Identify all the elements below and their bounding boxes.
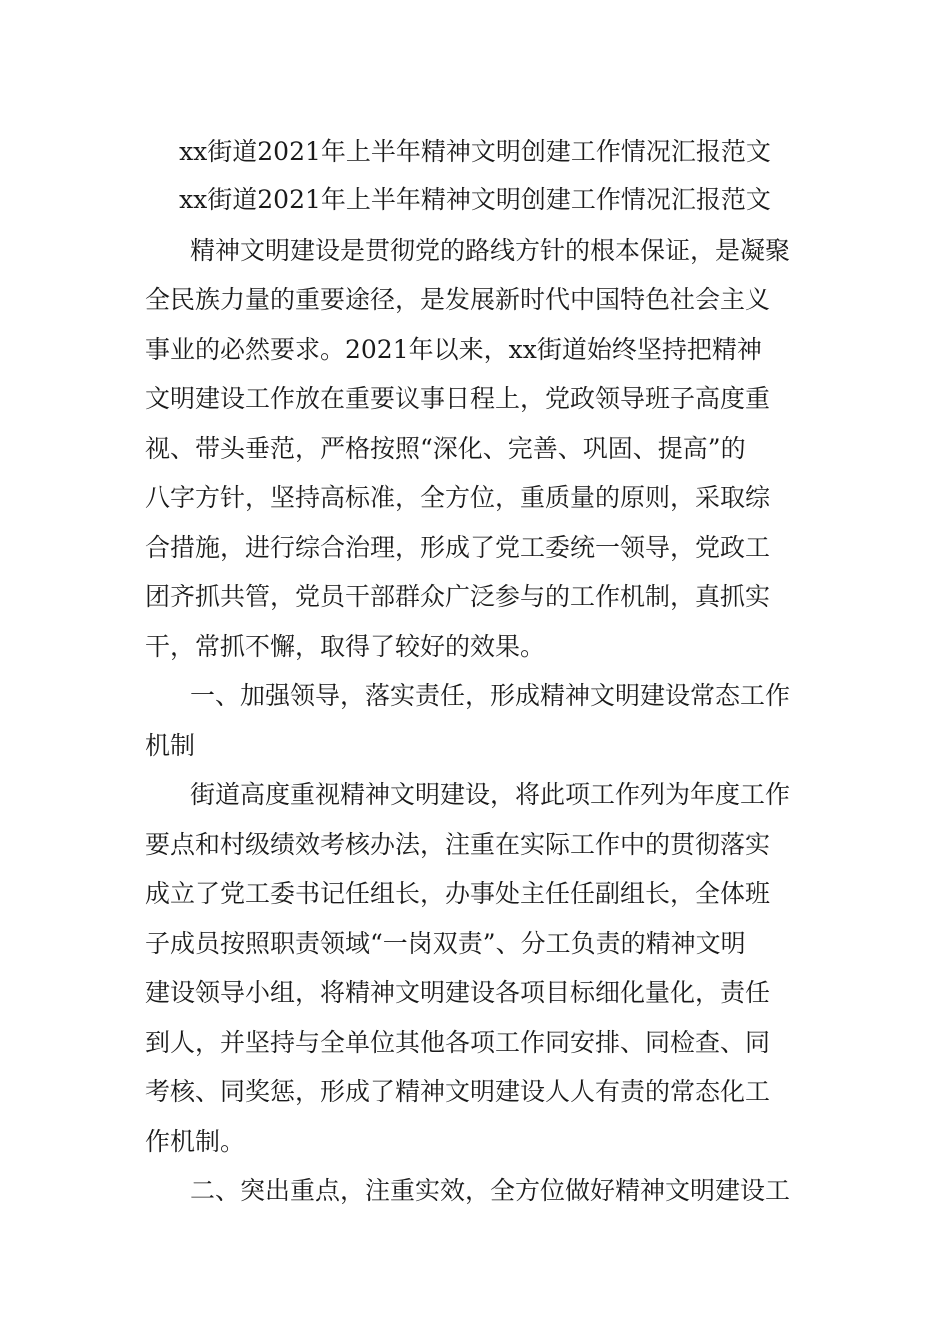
paragraph-line: 全民族力量的重要途径，是发展新时代中国特色社会主义	[145, 285, 771, 314]
paragraph-line: 到人，并坚持与全单位其他各项工作同安排、同检查、同	[145, 1028, 771, 1057]
paragraph-line: 成立了党工委书记任组长，办事处主任任副组长，全体班	[145, 879, 771, 908]
paragraph-line: 作机制。	[145, 1127, 246, 1156]
paragraph-line: 子成员按照职责领域“一岗双责”、分工负责的精神文明	[145, 929, 746, 958]
paragraph-line: 精神文明建设是贯彻党的路线方针的根本保证，是凝聚	[190, 236, 791, 265]
section-heading-line: 一、加强领导，落实责任，形成精神文明建设常态工作	[190, 681, 791, 710]
paragraph-line: 合措施，进行综合治理，形成了党工委统一领导，党政工	[145, 533, 771, 562]
paragraph-line: 街道高度重视精神文明建设，将此项工作列为年度工作	[190, 780, 791, 809]
paragraph-line: 要点和村级绩效考核办法，注重在实际工作中的贯彻落实	[145, 830, 771, 859]
section-heading-line: 机制	[145, 731, 196, 760]
paragraph-line: 八字方针，坚持高标准，全方位，重质量的原则，采取综	[145, 483, 771, 512]
paragraph-line: 考核、同奖惩，形成了精神文明建设人人有责的常态化工	[145, 1077, 771, 1106]
document-title: xx街道2021年上半年精神文明创建工作情况汇报范文	[179, 137, 771, 166]
paragraph-line: 文明建设工作放在重要议事日程上，党政领导班子高度重	[145, 384, 771, 413]
section-heading-line: 二、突出重点，注重实效，全方位做好精神文明建设工	[190, 1176, 791, 1205]
paragraph-line: 干，常抓不懈，取得了较好的效果。	[145, 632, 546, 661]
paragraph-line: 建设领导小组，将精神文明建设各项目标细化量化，责任	[145, 978, 771, 1007]
paragraph-line: 事业的必然要求。2021年以来，xx街道始终坚持把精神	[145, 335, 762, 364]
paragraph-line: 团齐抓共管，党员干部群众广泛参与的工作机制，真抓实	[145, 582, 771, 611]
document-subtitle: xx街道2021年上半年精神文明创建工作情况汇报范文	[179, 185, 771, 214]
paragraph-line: 视、带头垂范，严格按照“深化、完善、巩固、提高”的	[145, 434, 746, 463]
